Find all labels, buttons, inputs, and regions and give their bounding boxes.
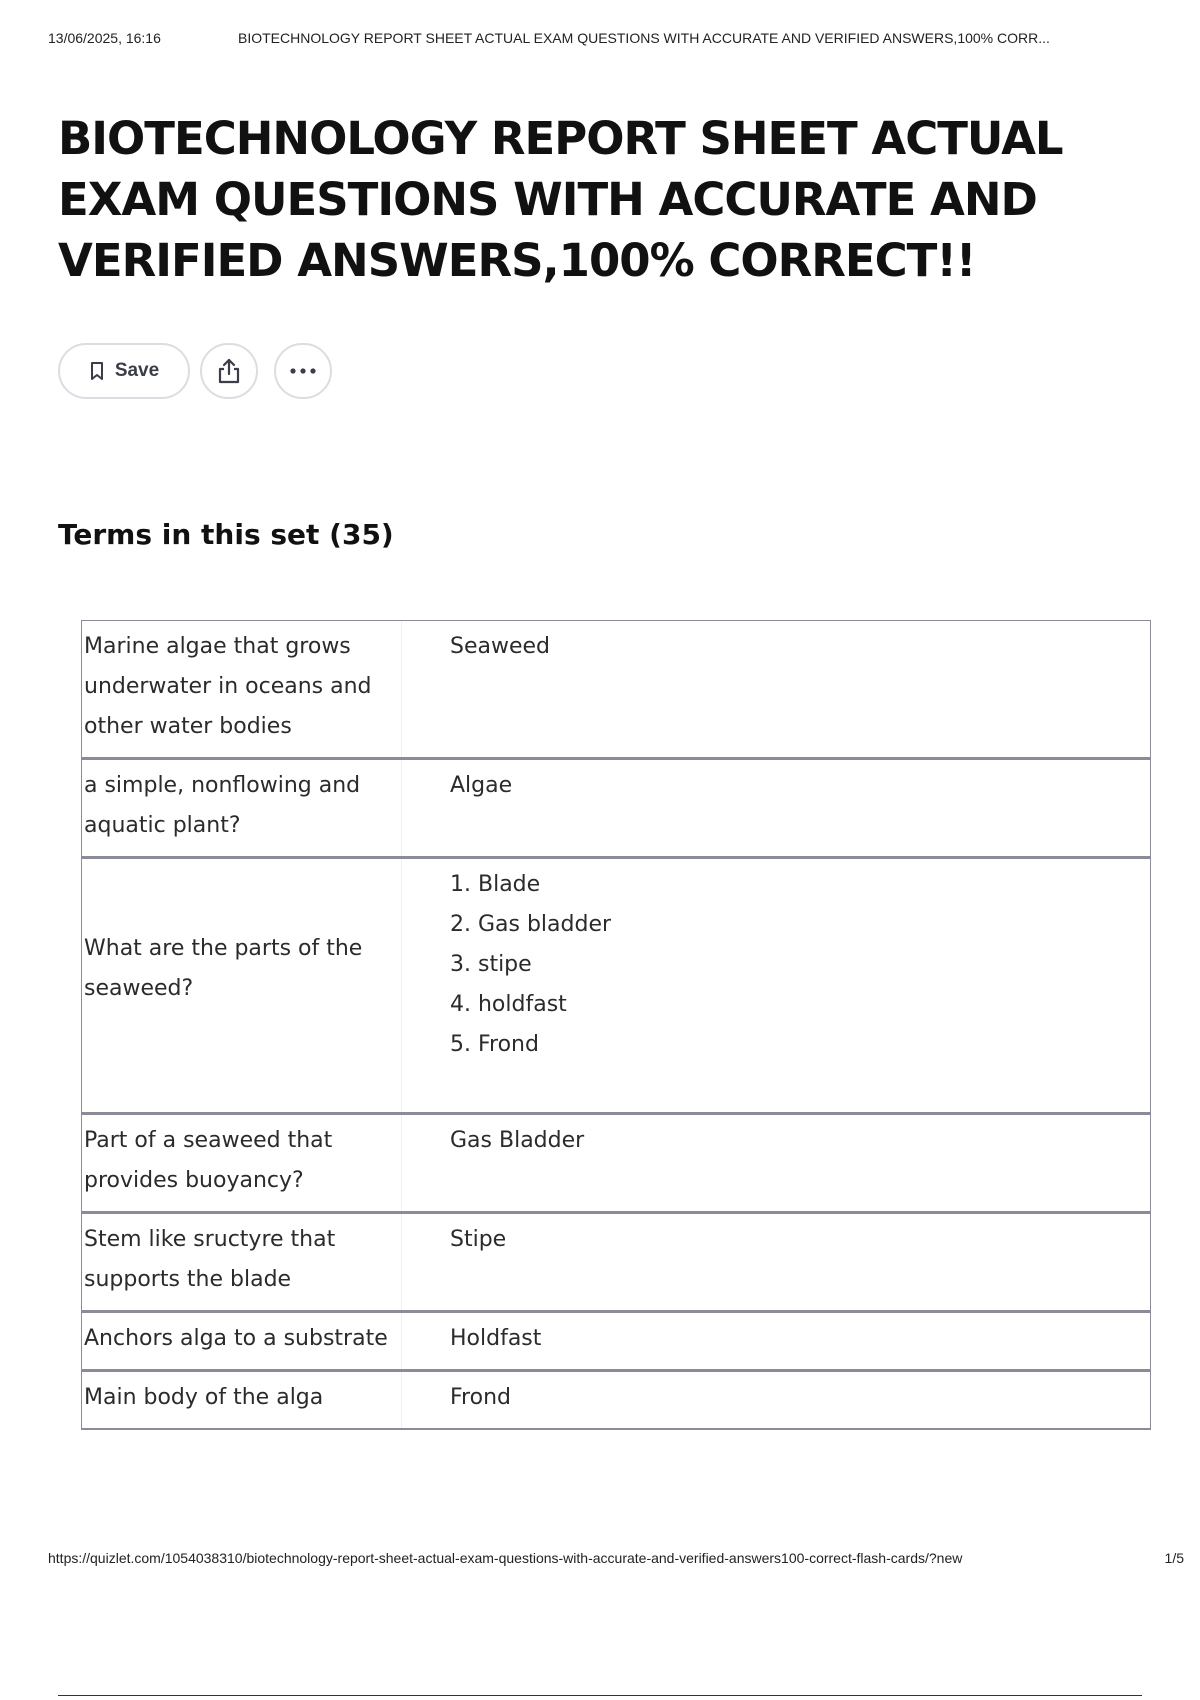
term-row bbox=[81, 620, 1151, 759]
print-date: 13/06/2025, 16:16 bbox=[48, 30, 161, 46]
definition-list-item: 1. Blade bbox=[450, 872, 541, 897]
definition-text: Algae bbox=[450, 773, 513, 798]
terms-heading: Terms in this set (35) bbox=[58, 518, 394, 551]
term-text: Anchors alga to a substrate bbox=[82, 1313, 402, 1369]
divider bbox=[58, 1695, 1142, 1696]
term-text: Stem like sructyre that supports the blade bbox=[82, 1214, 402, 1310]
term-text: Marine algae that grows underwater in oceans and other water bodies bbox=[82, 621, 402, 757]
definition-text: Frond bbox=[450, 1385, 511, 1410]
term-row bbox=[81, 858, 1151, 1114]
definition-list bbox=[402, 859, 1150, 1112]
print-header bbox=[48, 30, 1152, 50]
save-button-label: Save bbox=[114, 360, 160, 381]
term-row bbox=[81, 1114, 1151, 1213]
definition-list-item: 4. holdfast bbox=[450, 992, 567, 1017]
more-horizontal-icon bbox=[289, 367, 317, 375]
definition-text: Gas Bladder bbox=[450, 1128, 585, 1153]
terms-list bbox=[81, 620, 1151, 1430]
term-text: Main body of the alga bbox=[82, 1372, 402, 1428]
more-options-button[interactable] bbox=[274, 343, 332, 399]
definition-text: Stipe bbox=[450, 1227, 507, 1252]
definition-list-item: 2. Gas bladder bbox=[450, 912, 612, 937]
term-row bbox=[81, 1371, 1151, 1430]
bookmark-icon bbox=[89, 361, 105, 381]
save-button[interactable] bbox=[58, 343, 190, 399]
share-button[interactable] bbox=[200, 343, 258, 399]
page-title: BIOTECHNOLOGY REPORT SHEET ACTUAL EXAM QUESTIONS WITH ACCURATE AND VERIFIED ANSWERS,100% CORRECT!! bbox=[58, 112, 1063, 287]
term-row bbox=[81, 1213, 1151, 1312]
term-text: a simple, nonflowing and aquatic plant? bbox=[82, 760, 402, 856]
definition-list-item: 5. Frond bbox=[450, 1032, 539, 1057]
term-row bbox=[81, 759, 1151, 858]
page-number: 1/5 bbox=[1164, 1550, 1184, 1566]
term-text: What are the parts of the seaweed? bbox=[82, 859, 402, 1112]
term-text: Part of a seaweed that provides buoyancy? bbox=[82, 1115, 402, 1211]
share-icon bbox=[216, 357, 242, 385]
page-url[interactable]: https://quizlet.com/1054038310/biotechnology-report-sheet-actual-exam-questions-with-accurate-and-verified-answers100-correct-flash-cards/?new bbox=[48, 1550, 963, 1566]
term-row bbox=[81, 1312, 1151, 1371]
definition-text: Seaweed bbox=[450, 634, 551, 659]
definition-list-item: 3. stipe bbox=[450, 952, 532, 977]
print-doc-title: BIOTECHNOLOGY REPORT SHEET ACTUAL EXAM QUESTIONS WITH ACCURATE AND VERIFIED ANSWERS,100% CORR... bbox=[238, 30, 1050, 46]
definition-text: Holdfast bbox=[450, 1326, 542, 1351]
